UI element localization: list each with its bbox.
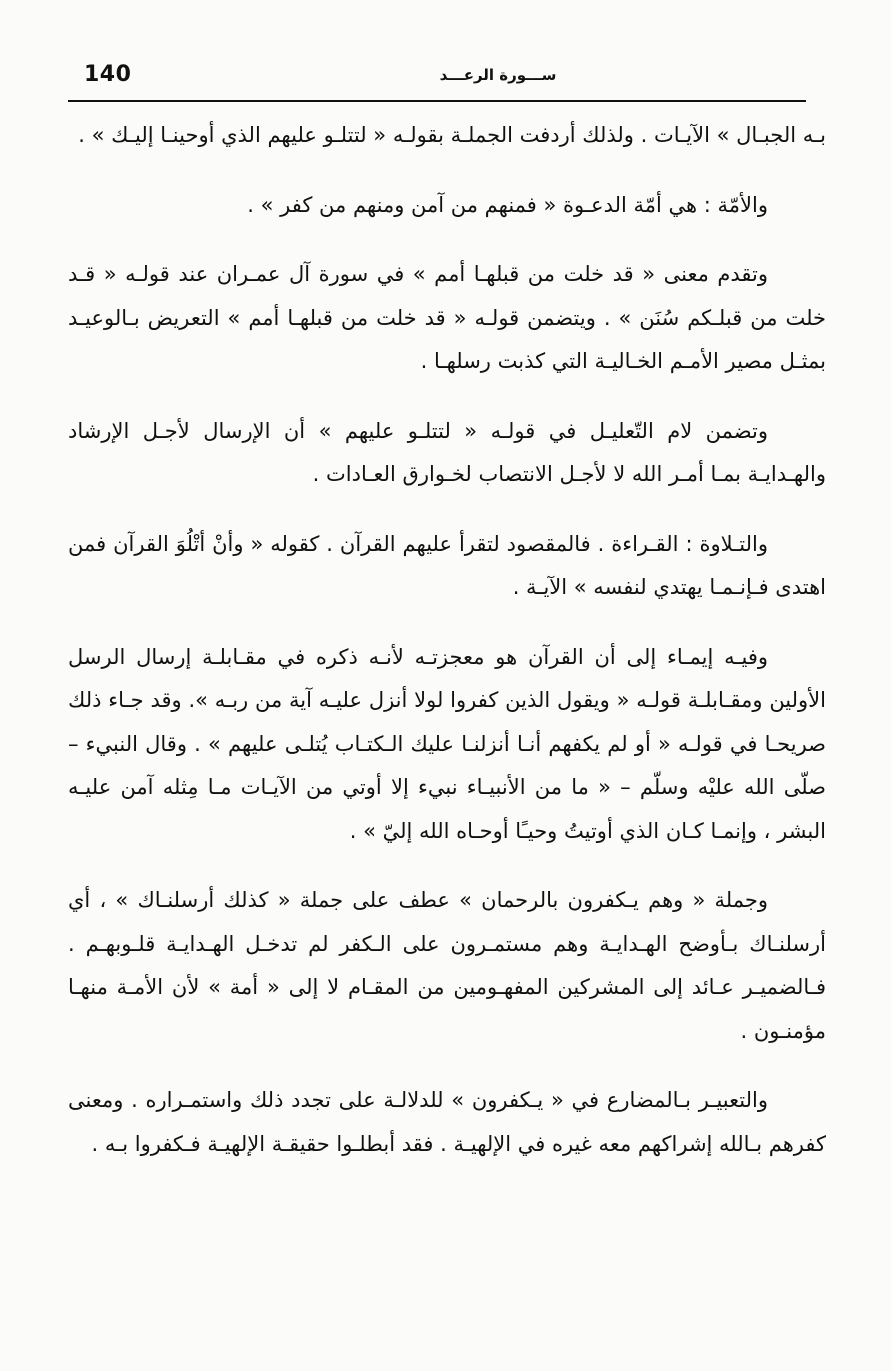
page-number: 140 [84, 62, 132, 87]
paragraph: وجملة « وهم يـكفرون بالرحمان » عطف على جملة « كذلك أرسلنـاك » ، أي أرسلنـاك بـأوضح الهـدايـة وهم مستمـرون على الـكفر لم تدخـل الهـدايـة قلـوبهـم . فـالضميـر عـائد إلى المشركين المفهـومين من المقـام لا إلى « أمة » لأن الأمـة منهـا مؤمنـون . [68, 888, 826, 1043]
paragraph: بـه الجبـال » الآيـات . ولذلك أردفت الجملـة بقولـه « لتتلـو عليهم الذي أوحينـا إليـك » . [78, 123, 826, 147]
paragraph: وفيـه إيمـاء إلى أن القرآن هو معجزتـه لأنـه ذكره في مقـابلـة إرسال الرسل الأولين ومقـابلـة قولـه « ويقول الذين كفروا لولا أنزل عليـه آية من ربـه ». وقد جـاء ذلك صريحـا في قولـه « أو لم يكفهم أنـا أنزلنـا عليك الـكتـاب يُتلـى عليهم » . وقال النبيء – صلّى الله عليْه وسلّم – « ما من الأنبيـاء نبيء إلا أوتي من الآيـات مـا مِثله آمن عليـه البشر ، وإنمـا كـان الذي أوتيتُ وحيـًا أوحـاه الله إليّ » . [68, 644, 826, 843]
running-title: ســـورة الرعـــد [439, 66, 557, 84]
paragraph: وتقدم معنى « قد خلت من قبلهـا أمم » في سورة آل عمـران عند قولـه « قـد خلت من قبلـكم سُنَن » . ويتضمن قولـه « قد خلت من قبلهـا أمم » التعريض بـالوعيـد بمثـل مصير الأمـم الخـاليـة التي كذبت رسلهـا . [68, 262, 826, 373]
paragraph: والتـلاوة : القـراءة . فالمقصود لتقرأ عليهم القرآن . كقوله « وأنْ أتْلُوَ القرآن فمن اهتدى فـإنـمـا يهتدي لنفسه » الآيـة . [68, 531, 826, 599]
paragraph: وتضمن لام التّعليـل في قولـه « لتتلـو عليهم » أن الإرسال لأجـل الإرشاد والهـدايـة بمـا أمـر الله لا لأجـل الانتصاب لخـوارق العـادات . [68, 418, 826, 486]
page-header [68, 60, 806, 102]
body-text [68, 114, 826, 1192]
paragraph: والأمّة : هي أمّة الدعـوة « فمنهم من آمن ومنهم من كفر » . [247, 192, 768, 217]
paragraph: والتعبيـر بـالمضارع في « يـكفرون » للدلالـة على تجدد ذلك واستمـراره . ومعنى كفرهم بـالله إشراكهم معه غيره في الإلهيـة . فقد أبطلـوا حقيقـة الإلهيـة فـكفروا بـه . [68, 1088, 826, 1156]
